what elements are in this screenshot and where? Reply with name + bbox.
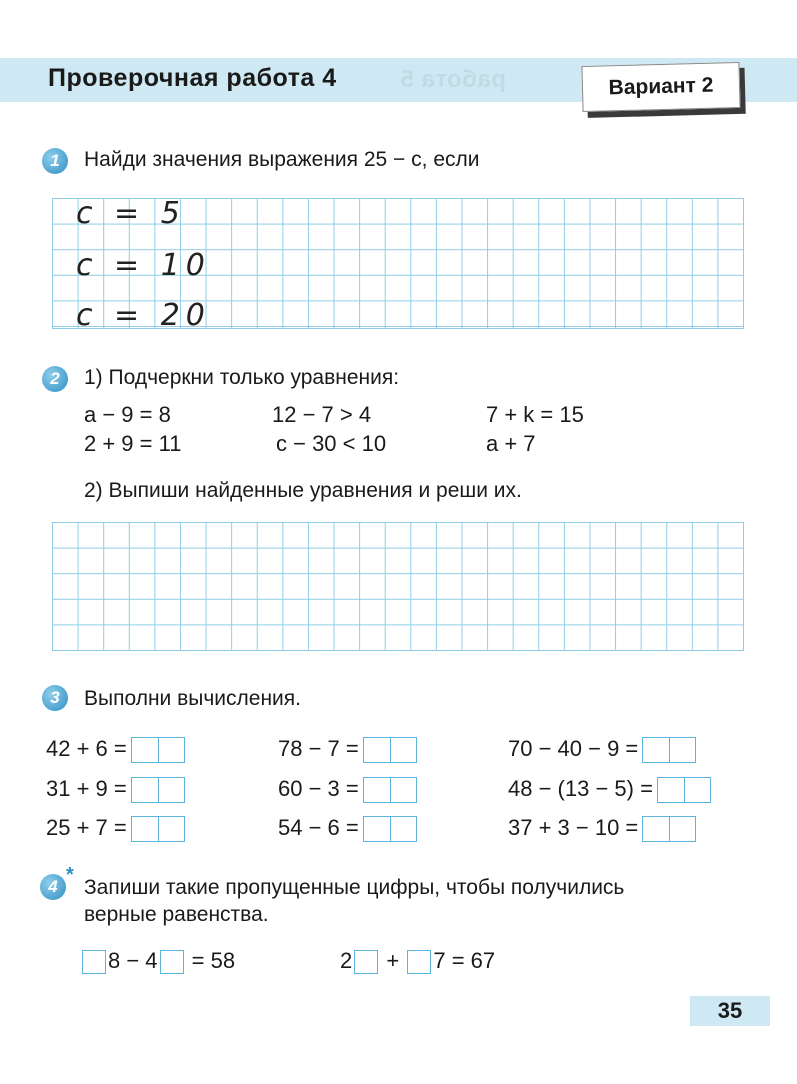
task-2-part1: 1) Подчеркни только уравнения: <box>84 366 400 389</box>
calc-item: 25 + 7 = <box>46 815 185 842</box>
answer-box[interactable] <box>657 777 711 803</box>
task-4-prompt-line2: верные равенства. <box>84 903 269 926</box>
handwritten-c10: c = 10 <box>76 248 211 283</box>
expression[interactable]: 7 + k = 15 <box>486 402 584 427</box>
handwritten-c20: c = 20 <box>76 298 211 333</box>
answer-box[interactable] <box>131 816 185 842</box>
equation-2: 2 + 7 = 67 <box>340 948 496 973</box>
digit-box[interactable] <box>407 950 431 974</box>
calc-item: 70 − 40 − 9 = <box>508 736 696 763</box>
task-3-prompt: Выполни вычисления. <box>84 687 301 710</box>
task-2-badge: 2 <box>42 366 68 392</box>
handwritten-c5: c = 5 <box>76 196 186 231</box>
digit-box[interactable] <box>160 950 184 974</box>
answer-box[interactable] <box>363 816 417 842</box>
task-1-prompt: Найди значения выражения 25 − c, если <box>84 148 480 171</box>
task-1-badge: 1 <box>42 148 68 174</box>
expression[interactable]: 2 + 9 = 11 <box>84 431 182 456</box>
answer-box[interactable] <box>131 737 185 763</box>
calc-item: 60 − 3 = <box>278 776 417 803</box>
task-3-badge: 3 <box>42 685 68 711</box>
digit-box[interactable] <box>354 950 378 974</box>
calc-item: 31 + 9 = <box>46 776 185 803</box>
task-4-badge: 4 <box>40 874 66 900</box>
expression[interactable]: 12 − 7 > 4 <box>272 402 372 427</box>
answer-box[interactable] <box>363 737 417 763</box>
calc-item: 37 + 3 − 10 = <box>508 815 696 842</box>
task-4-prompt-line1: Запиши такие пропущенные цифры, чтобы получились <box>84 876 625 899</box>
calc-item: 78 − 7 = <box>278 736 417 763</box>
calc-item: 42 + 6 = <box>46 736 185 763</box>
bleed-through-text: работа 5 <box>400 66 507 93</box>
equation-1: 8 − 4 = 58 <box>80 948 235 974</box>
answer-box[interactable] <box>131 777 185 803</box>
digit-box[interactable] <box>82 950 106 974</box>
calc-item: 48 − (13 − 5) = <box>508 776 711 803</box>
variant-label: Вариант 2 <box>581 62 740 112</box>
answer-box[interactable] <box>363 777 417 803</box>
answer-box[interactable] <box>642 737 696 763</box>
task-2-part2: 2) Выпиши найденные уравнения и реши их. <box>84 479 522 502</box>
expression[interactable]: a − 9 = 8 <box>84 402 171 427</box>
calc-item: 54 − 6 = <box>278 815 417 842</box>
expression[interactable]: c − 30 < 10 <box>276 431 387 456</box>
expression[interactable]: a + 7 <box>486 431 536 456</box>
page-number: 35 <box>690 996 770 1026</box>
answer-box[interactable] <box>642 816 696 842</box>
page-title: Проверочная работа 4 <box>48 64 337 92</box>
task-2-grid[interactable] <box>52 522 744 651</box>
difficulty-star: * <box>66 864 74 886</box>
